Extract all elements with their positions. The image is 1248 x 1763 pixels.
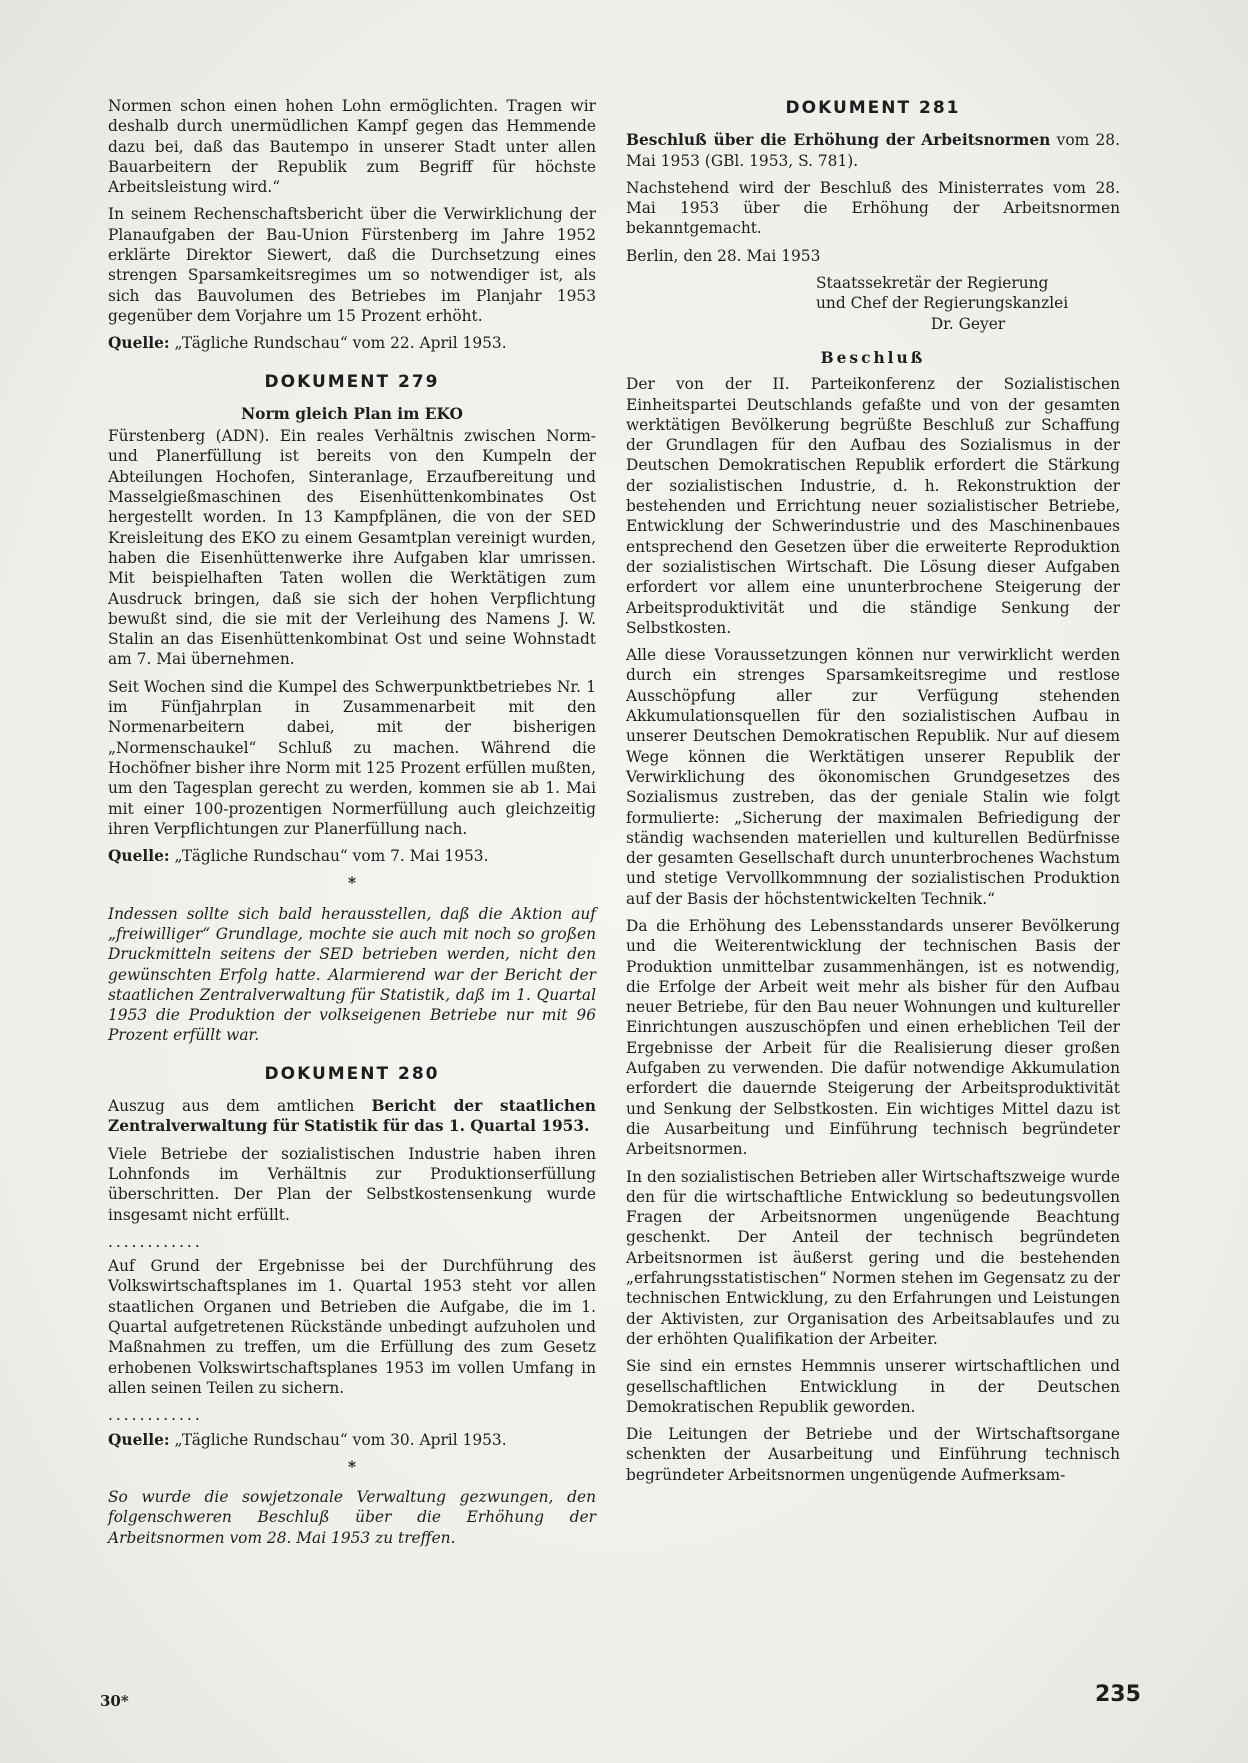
signature-line: und Chef der Regierungskanzlei [816, 294, 1069, 313]
paragraph-intro: Auszug aus dem amtlichen [108, 1097, 372, 1116]
source-citation [108, 333, 596, 353]
paragraph: Sie sind ein ernstes Hemmnis unserer wirtschaftlichen und gesellschaftlichen Entwicklung in der Deutschen Demokratischen Republik geworden. [626, 1357, 1120, 1416]
source-citation [108, 1430, 596, 1450]
page-number: 235 [1095, 1682, 1141, 1707]
source-label: Quelle: [108, 1430, 170, 1449]
paragraph-bold-title: Bericht der staatlichen Zentralverwaltung für Statistik für das 1. Quartal 1953. [108, 1097, 596, 1136]
editorial-commentary: So wurde die sowjetzonale Verwaltung gezwungen, den folgenschweren Beschluß über die Erhöhung der Arbeitsnormen vom 28. Mai 1953 zu treffen. [108, 1488, 596, 1547]
document-subheading: Norm gleich Plan im EKO [241, 404, 463, 423]
ellipsis-divider: ............ [108, 1232, 203, 1251]
source-text: „Tägliche Rundschau“ vom 7. Mai 1953. [174, 847, 489, 866]
left-column [108, 96, 596, 1555]
paragraph: Da die Erhöhung des Lebensstandards unserer Bevölkerung und die Weiterentwicklung der technischen Basis der Produktion unmittelbar zusammenhängen, ist es notwendig, die Erfolge der Arbeit weit mehr als bisher für den Aufbau neuer Betriebe, für den Bau neuer Wohnungen und kultureller Einrichtungen auszuschöpfen und einen erheblichen Teil der Ergebnisse der Arbeit für die Realisierung dieser großen Aufgaben zu verwenden. Die dafür notwendige Akkumulation erfordert die dauernde Steigerung der Arbeitsproduktivität und Senkung der Selbstkosten. Ein wichtiges Mittel dazu ist die Ausarbeitung und Einführung technisch begründeter Arbeitsnormen. [626, 916, 1120, 1159]
section-divider-star: * [347, 1457, 357, 1476]
source-citation [108, 846, 596, 866]
source-label: Quelle: [108, 334, 170, 353]
paragraph: Auf Grund der Ergebnisse bei der Durchführung des Volkswirtschaftsplanes im 1. Quartal 1953 steht vor allen staatlichen Organen und Betrieben die Aufgabe, die im 1. Quartal aufgetretenen Rückstände unbedingt aufzuholen und Maßnahmen zu treffen, um die Erfüllung des zum Gesetz erhobenen Volkswirtschaftsplanes 1953 im vollen Umfang in allen seinen Teilen zu sichern. [108, 1257, 596, 1397]
paragraph-text: vom 28. Mai 1953 (GBl. 1953, S. 781). [626, 131, 1120, 170]
paragraph: In den sozialistischen Betrieben aller Wirtschaftszweige wurde den für die wirtschaftliche Entwicklung so bedeutungsvollen Fragen der Arbeitsnormen ungenügende Beachtung geschenkt. Der Anteil der technisch begründeten Arbeitsnormen ist äußerst gering und die bestehenden „erfahrungsstatistischen“ Normen stehen im Gegensatz zu der technischen Entwicklung, zu den Erfahrungen und Leistungen der Aktivisten, zur Organisation des Arbeitsablaufes und zu der erhöhten Qualifikation der Arbeiter. [626, 1167, 1120, 1348]
paragraph: Alle diese Voraussetzungen können nur verwirklicht werden durch ein strenges Sparsamkeitsregime und restlose Ausschöpfung aller zur Verfügung stehenden Akkumulationsquellen für den sozialistischen Aufbau in unserer Deutschen Demokratischen Republik. Nur auf diesem Wege können die Werktätigen unserer Republik der Verwirklichung des ökonomischen Grundgesetzes des Sozialismus zustreben, das der geniale Stalin wie folgt formulierte: „Sicherung der maximalen Befriedigung der ständig wachsenden materiellen und kulturellen Bedürfnisse der gesamten Gesellschaft durch ununterbrochenes Wachstum und stetige Vervollkommnung der sozialistischen Produktion auf der Basis der höchstentwickelten Technik.“ [626, 646, 1120, 908]
editorial-commentary: Indessen sollte sich bald herausstellen, daß die Aktion auf „freiwilliger“ Grundlage, mochte sie auch mit noch so großen Druckmitteln seitens der SED betrieben werden, nicht den gewünschten Erfolg hatte. Alarmierend war der Bericht der staatlichen Zentralverwaltung für Statistik, daß im 1. Quartal 1953 die Produktion der volkseigenen Betriebe nur mit 96 Prozent erfüllt war. [108, 904, 596, 1045]
paragraph: Normen schon einen hohen Lohn ermöglichten. Tragen wir deshalb durch unermüdlichen Kampf gegen das Hemmende dazu bei, daß das Bautempo in unserer Stadt unter allen Bauarbeitern der Republik zum Begriff für höchste Arbeitsleistung wird.“ [108, 97, 596, 197]
source-text: „Tägliche Rundschau“ vom 30. April 1953. [174, 1430, 507, 1449]
paragraph: Der von der II. Parteikonferenz der Sozialistischen Einheitspartei Deutschlands gefaßte und von der gesamten werktätigen Bevölkerung begrüßte Beschluß zur Schaffung der Grundlagen für den Aufbau des Sozialismus in der Deutschen Demokratischen Republik erfordert die Stärkung der sozialistischen Industrie, d. h. Rekonstruktion der bestehenden und Errichtung neuer sozialistischer Betriebe, Entwicklung der Schwerindustrie und des Maschinenbaues entsprechend den Gesetzen über die erweiterte Reproduktion der sozialistischen Wirtschaft. Die Lösung dieser Aufgaben erfordert vor allem eine ununterbrochene Steigerung der Arbeitsproduktivität und die ständige Senkung der Selbstkosten. [626, 375, 1120, 637]
paragraph: Viele Betriebe der sozialistischen Industrie haben ihren Lohnfonds im Verhältnis zur Produktionserfüllung überschritten. Der Plan der Selbstkostensenkung wurde insgesamt nicht erfüllt. [108, 1144, 596, 1224]
document-heading: DOKUMENT 281 [785, 98, 961, 118]
document-heading: DOKUMENT 280 [264, 1063, 440, 1084]
paragraph [108, 1096, 596, 1137]
signature-name: Dr. Geyer [930, 314, 1006, 333]
paragraph: Nachstehend wird der Beschluß des Ministerrates vom 28. Mai 1953 über die Erhöhung der Arbeitsnormen bekanntgemacht. [626, 178, 1120, 238]
paragraph [626, 130, 1120, 171]
paragraph-bold-title: Beschluß über die Erhöhung der Arbeitsnormen [626, 131, 1051, 150]
right-column [626, 96, 1120, 1492]
source-text: „Tägliche Rundschau“ vom 22. April 1953. [174, 334, 507, 353]
signature-mark: 30* [100, 1692, 129, 1710]
resolution-heading: Beschluß [820, 348, 926, 367]
paragraph: In seinem Rechenschaftsbericht über die Verwirklichung der Planaufgaben der Bau-Union Fürstenberg im Jahre 1952 erklärte Direktor Siewert, daß die Durchsetzung eines strengen Sparsamkeitsregimes um so notwendiger ist, als sich das Bauvolumen des Betriebes im Planjahr 1953 gegenüber dem Vorjahre um 15 Prozent erhöht. [108, 205, 596, 325]
section-divider-star: * [347, 874, 357, 893]
source-label: Quelle: [108, 847, 170, 866]
paragraph: Fürstenberg (ADN). Ein reales Verhältnis zwischen Norm- und Planerfüllung ist bereits von den Kumpeln der Abteilungen Hochofen, Sinteranlage, Erzaufbereitung und Masselgießmaschinen des Eisenhüttenkombinates Ost hergestellt worden. In 13 Kampfplänen, die von der SED Kreisleitung des EKO zu einem Gesamtplan vereinigt wurden, haben die Eisenhüttenwerke ihre Aufgaben klar umrissen. Mit beispielhaften Taten wollen die Werktätigen zum Ausdruck bringen, daß sie sich der hohen Verpflichtung bewußt sind, die sie mit der Verleihung des Namens J. W. Stalin an das Eisenhüttenkombinat Ost und seine Wohnstadt am 7. Mai übernehmen. [108, 427, 596, 669]
signature-line: Staatssekretär der Regierung [816, 274, 1049, 293]
ellipsis-divider: ............ [108, 1406, 203, 1425]
date-line: Berlin, den 28. Mai 1953 [626, 246, 821, 265]
paragraph: Die Leitungen der Betriebe und der Wirtschaftsorgane schenkten der Ausarbeitung und Einführung technisch begründeter Arbeitsnormen ungenügende Aufmerksam- [626, 1425, 1120, 1484]
document-heading: DOKUMENT 279 [264, 371, 440, 392]
paragraph: Seit Wochen sind die Kumpel des Schwerpunktbetriebes Nr. 1 im Fünfjahrplan in Zusammenarbeit mit den Normenarbeitern dabei, mit der bisherigen „Normenschaukel“ Schluß zu machen. Während die Hochöfner bisher ihre Norm mit 125 Prozent erfüllen mußten, um den Tagesplan gerecht zu werden, kommen sie ab 1. Mai mit einer 100-prozentigen Normerfüllung auch gleichzeitig ihren Verpflichtungen zur Planerfüllung nach. [108, 677, 596, 838]
